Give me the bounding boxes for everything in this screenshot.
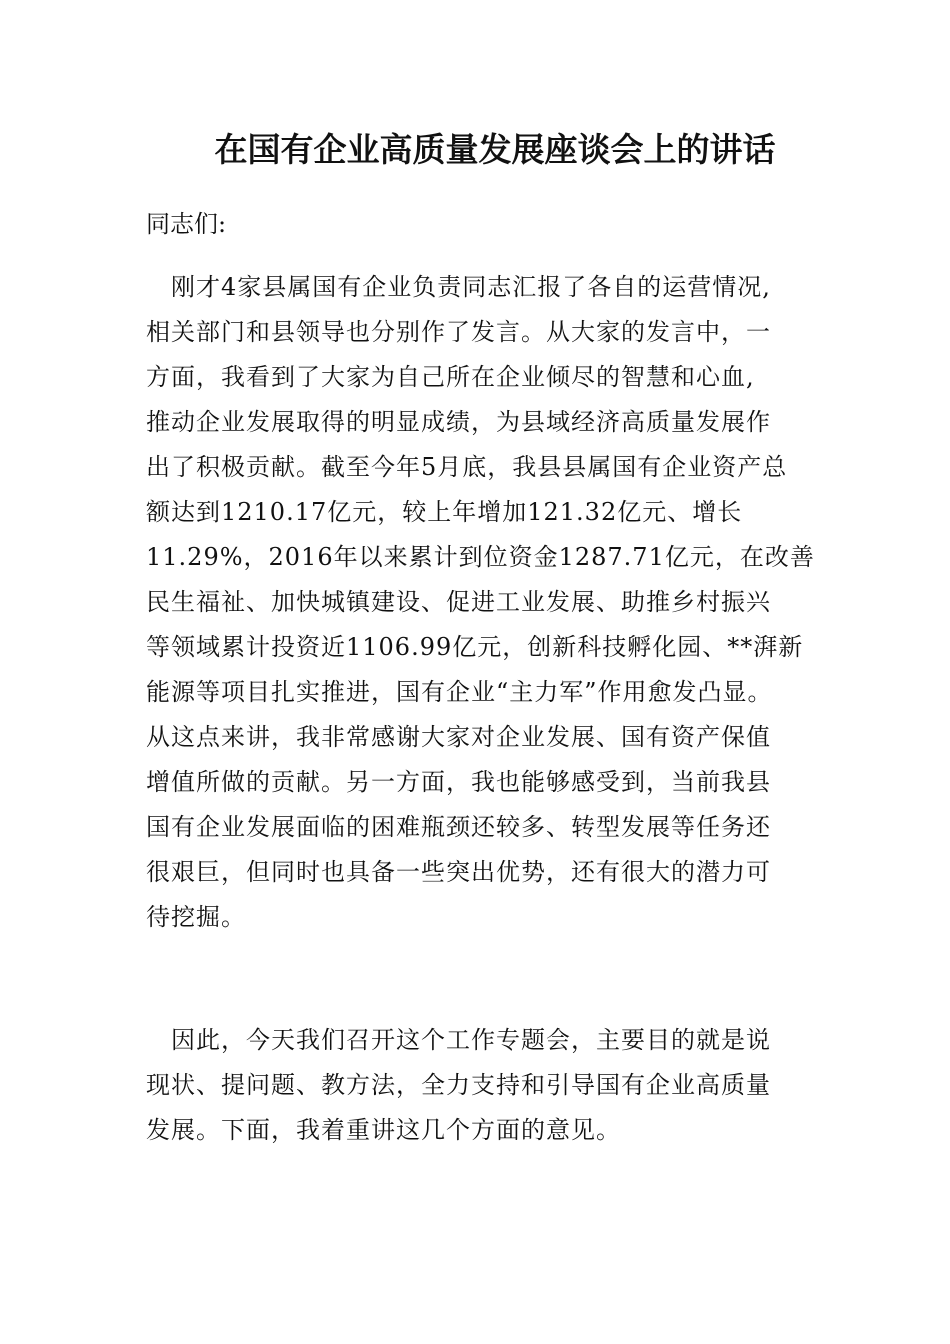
paragraph-line: 因此，今天我们召开这个工作专题会，主要目的就是说 [146,1026,771,1054]
paragraph-line: 11.29%，2016年以来累计到位资金1287.71亿元，在改善 [146,543,815,571]
paragraph-line: 出了积极贡献。截至今年5月底，我县县属国有企业资产总 [146,453,788,481]
paragraph-line: 推动企业发展取得的明显成绩，为县域经济高质量发展作 [146,408,771,436]
paragraph-line: 相关部门和县领导也分别作了发言。从大家的发言中，一 [146,318,771,346]
paragraph-line: 发展。下面，我着重讲这几个方面的意见。 [146,1116,621,1144]
paragraph-line: 等领域累计投资近1106.99亿元，创新科技孵化园、**湃新 [146,633,804,661]
paragraph-1 [146,265,816,940]
paragraph-line: 待挖掘。 [146,903,246,931]
paragraph-2 [146,1018,816,1153]
paragraph-line: 方面，我看到了大家为自己所在企业倾尽的智慧和心血, [146,363,755,391]
document-title: 在国有企业高质量发展座谈会上的讲话 [214,130,776,169]
paragraph-line: 现状、提问题、教方法，全力支持和引导国有企业高质量 [146,1071,771,1099]
paragraph-line: 刚才4家县属国有企业负责同志汇报了各自的运营情况, [146,273,771,301]
paragraph-line: 国有企业发展面临的困难瓶颈还较多、转型发展等任务还 [146,813,771,841]
paragraph-line: 很艰巨，但同时也具备一些突出优势，还有很大的潜力可 [146,858,771,886]
paragraph-line: 增值所做的贡献。另一方面，我也能够感受到，当前我县 [146,768,771,796]
paragraph-line: 民生福祉、加快城镇建设、促进工业发展、助推乡村振兴 [146,588,771,616]
paragraph-line: 能源等项目扎实推进，国有企业“主力军”作用愈发凸显。 [146,678,773,706]
paragraph-line: 从这点来讲，我非常感谢大家对企业发展、国有资产保值 [146,723,771,751]
salutation: 同志们: [146,210,227,238]
paragraph-line: 额达到1210.17亿元，较上年增加121.32亿元、增长 [146,498,743,526]
